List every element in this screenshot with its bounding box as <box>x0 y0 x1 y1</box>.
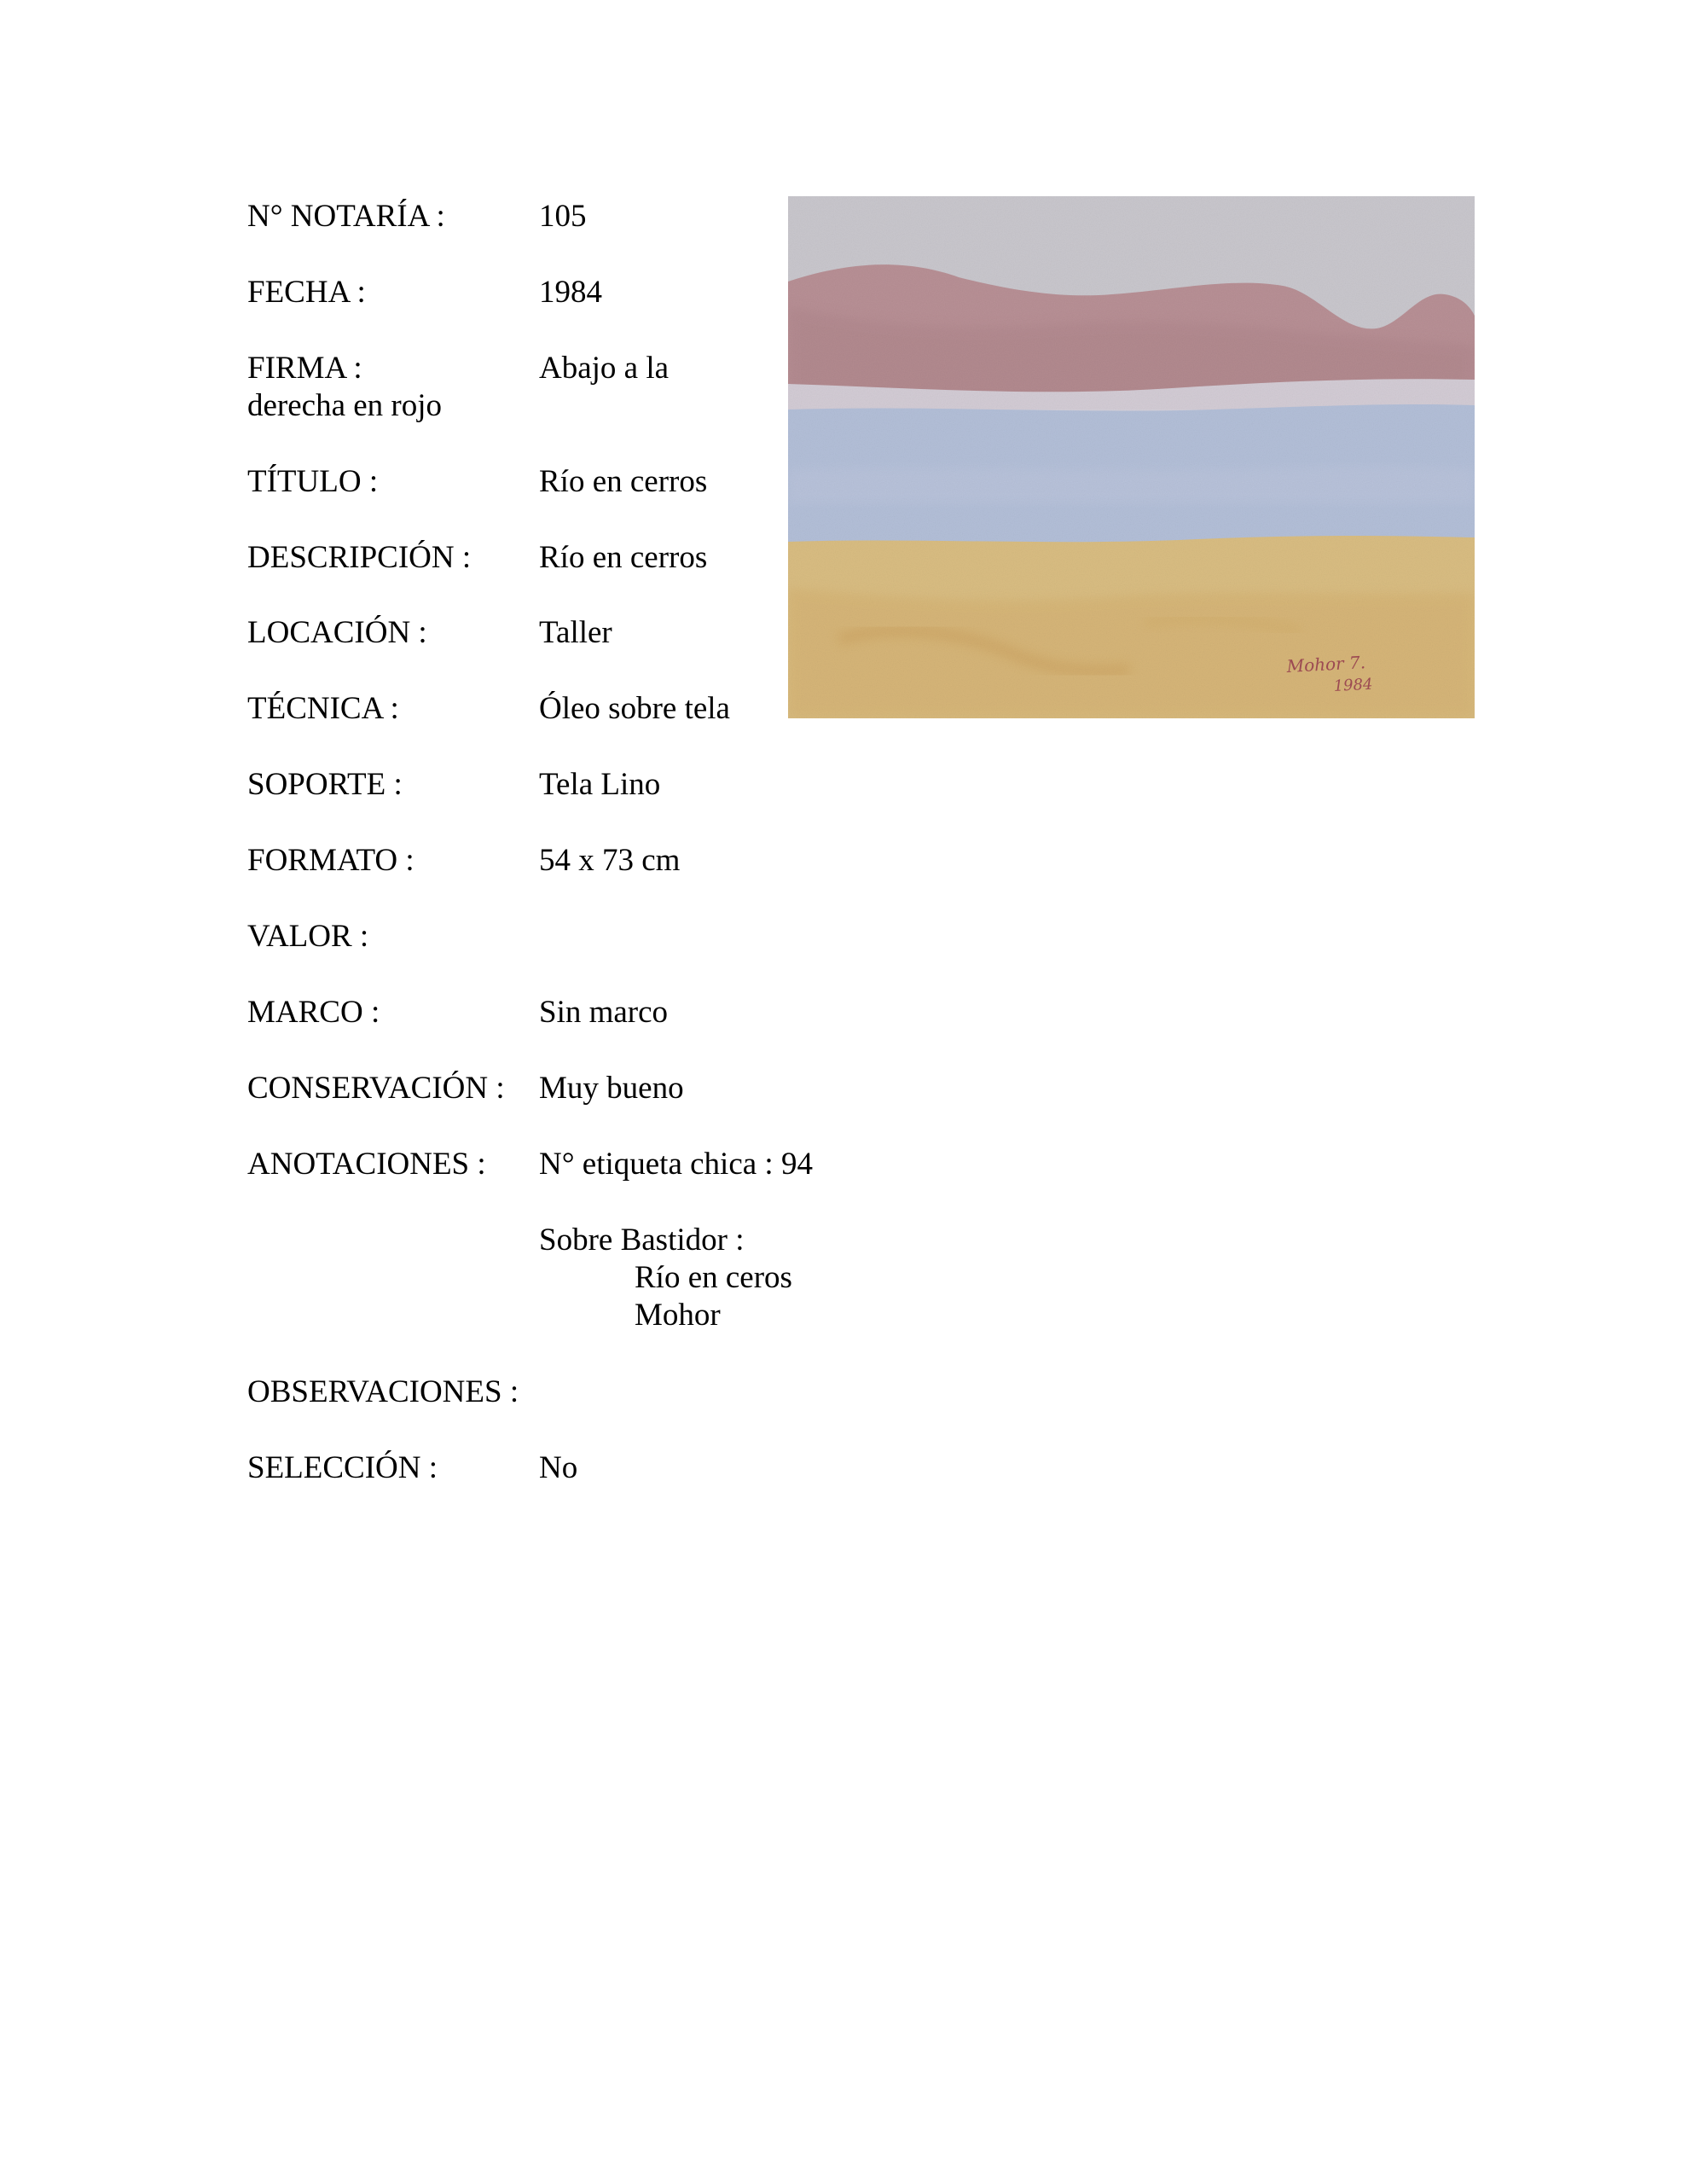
seleccion-value: No <box>539 1450 578 1485</box>
firma-label: FIRMA : <box>247 351 362 386</box>
locacion-value: Taller <box>539 615 612 650</box>
firma-value-continued: derecha en rojo <box>247 388 443 423</box>
tecnica-value: Óleo sobre tela <box>539 691 730 726</box>
anotaciones-value: N° etiqueta chica : 94 <box>539 1147 813 1182</box>
titulo-label: TÍTULO : <box>247 464 379 499</box>
valor-label: VALOR : <box>247 919 369 954</box>
fecha-value: 1984 <box>539 275 602 310</box>
painting-signature-year: 1984 <box>1333 675 1374 695</box>
locacion-label: LOCACIÓN : <box>247 615 427 650</box>
observaciones-label: OBSERVACIONES : <box>247 1374 519 1409</box>
seleccion-label: SELECCIÓN : <box>247 1450 438 1485</box>
tecnica-label: TÉCNICA : <box>247 691 399 726</box>
descripcion-value: Río en cerros <box>539 540 708 575</box>
marco-value: Sin marco <box>539 995 669 1030</box>
bastidor-heading: Sobre Bastidor : <box>539 1223 745 1258</box>
formato-value: 54 x 73 cm <box>539 843 681 878</box>
fecha-label: FECHA : <box>247 275 366 310</box>
painting-image <box>788 196 1475 718</box>
notaria-value: 105 <box>539 199 587 234</box>
soporte-value: Tela Lino <box>539 767 661 802</box>
anotaciones-label: ANOTACIONES : <box>247 1147 486 1182</box>
bastidor-line: Río en ceros <box>635 1260 792 1295</box>
descripcion-label: DESCRIPCIÓN : <box>247 540 472 575</box>
formato-label: FORMATO : <box>247 843 415 878</box>
painting-signature: Mohor 7. <box>1286 652 1366 677</box>
notaria-label: N° NOTARÍA : <box>247 199 445 234</box>
conservacion-label: CONSERVACIÓN : <box>247 1071 505 1106</box>
conservacion-value: Muy bueno <box>539 1071 684 1106</box>
firma-value: Abajo a la <box>539 351 670 386</box>
titulo-value: Río en cerros <box>539 464 708 499</box>
bastidor-line: Mohor <box>635 1298 721 1333</box>
marco-label: MARCO : <box>247 995 380 1030</box>
soporte-label: SOPORTE : <box>247 767 403 802</box>
